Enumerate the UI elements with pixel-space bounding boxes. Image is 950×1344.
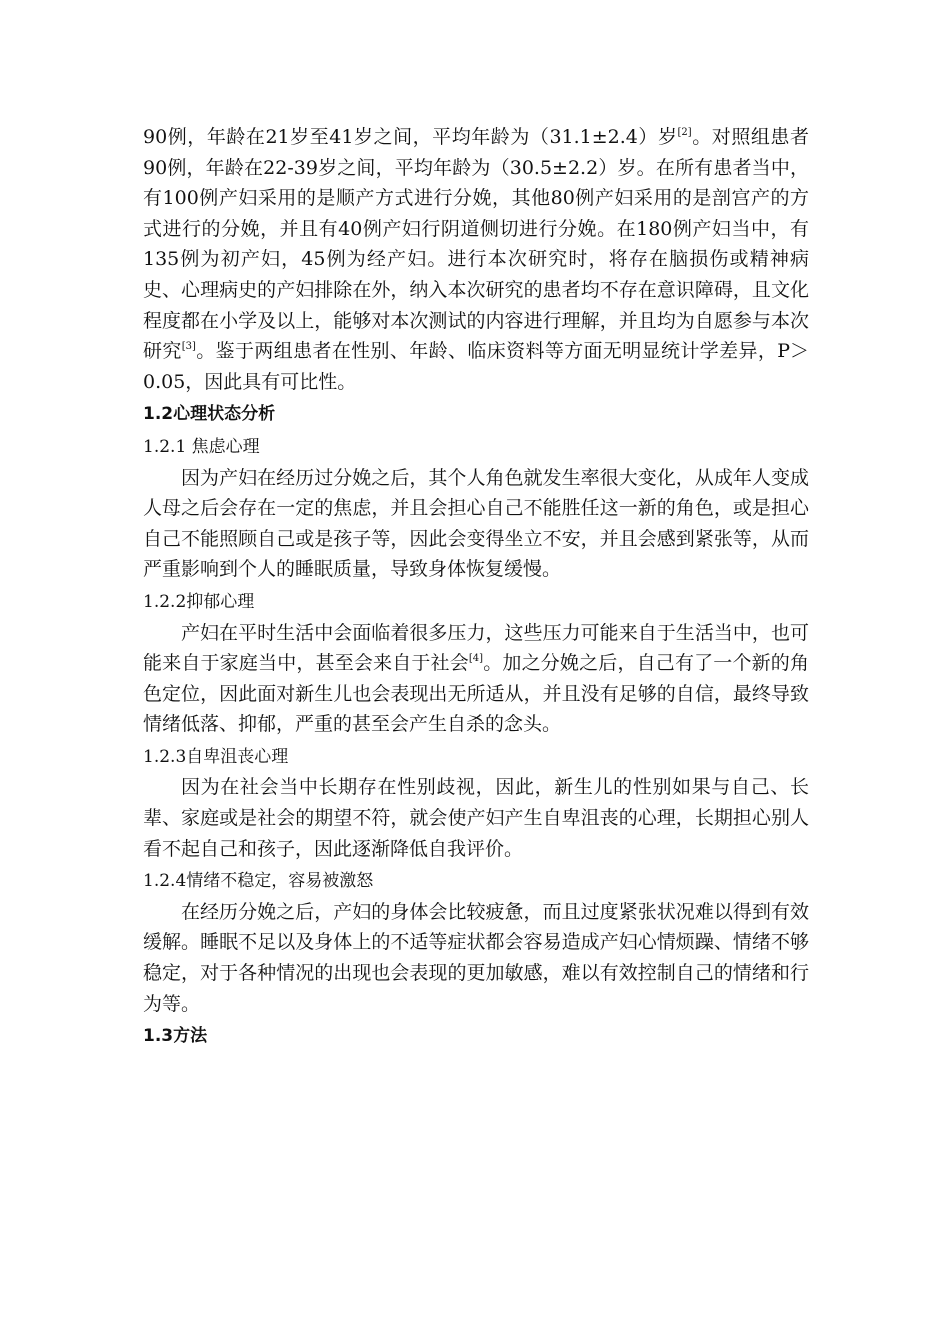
subsection-heading-1-2-2: 1.2.2抑郁心理 <box>143 591 255 612</box>
citation-ref: [4] <box>468 653 484 665</box>
body-paragraph-emotional-instability: 在经历分娩之后，产妇的身体会比较疲惫，而且过度紧张状况难以得到有效缓解。睡眠不足以及身体上的不适等症状都会容易造成产妇心情烦躁、情绪不够稳定，对于各种情况的出现也会表现的更加敏感，难以有效控制自己的情绪和行为等。 <box>143 900 809 1015</box>
paragraph-text: 90例，年龄在21岁至41岁之间，平均年龄为（31.1±2.4）岁 <box>143 126 678 148</box>
subsection-heading-1-2-3: 1.2.3自卑沮丧心理 <box>143 746 289 767</box>
body-paragraph-depression <box>143 618 809 740</box>
citation-ref: [3] <box>181 341 196 353</box>
citation-ref: [2] <box>677 127 692 138</box>
section-heading-1-2: 1.2心理状态分析 <box>143 404 276 425</box>
paragraph-text: 产妇在平时生活中会面临着很多压力，这些压力可能来自于生活当中，也可能来自于家庭当中，甚至会来自于社会 <box>143 621 809 675</box>
subsection-heading-1-2-1: 1.2.1 焦虑心理 <box>143 436 260 457</box>
document-page <box>143 122 809 1052</box>
subsection-heading-1-2-4: 1.2.4情绪不稳定，容易被激怒 <box>143 871 374 892</box>
paragraph-text: 。对照组患者90例，年龄在22-39岁之间，平均年龄为（30.5±2.2）岁。在所有患者当中，有100例产妇采用的是顺产方式进行分娩，其他80例产妇采用的是剖宫产的方式进行的分娩，并且有40例产妇行阴道侧切进行分娩。在180例产妇当中，有135例为初产妇，45例为经产妇。进行本次研究时，将存在脑损伤或精神病史、心理病史的产妇排除在外，纳入本次研究的患者均不存在意识障碍，且文化程度都在小学及以上，能够对本次测试的内容进行理解，并且均为自愿参与本次研究 <box>143 126 809 363</box>
body-paragraph-continued <box>143 122 809 397</box>
section-heading-1-3: 1.3方法 <box>143 1026 208 1047</box>
paragraph-text: 。鉴于两组患者在性别、年龄、临床资料等方面无明显统计学差异，P＞0.05，因此具有可比性。 <box>143 340 809 393</box>
body-paragraph-inferiority: 因为在社会当中长期存在性别歧视，因此，新生儿的性别如果与自己、长辈、家庭或是社会的期望不符，就会使产妇产生自卑沮丧的心理，长期担心别人看不起自己和孩子，因此逐渐降低自我评价。 <box>143 776 809 860</box>
paragraph-text: 。加之分娩之后，自己有了一个新的角色定位，因此面对新生儿也会表现出无所适从，并且没有足够的自信，最终导致情绪低落、抑郁，严重的甚至会产生自杀的念头。 <box>143 652 809 736</box>
body-paragraph-anxiety: 因为产妇在经历过分娩之后，其个人角色就发生率很大变化，从成年人变成人母之后会存在一定的焦虑，并且会担心自己不能胜任这一新的角色，或是担心自己不能照顾自己或是孩子等，因此会变得坐立不安，并且会感到紧张等，从而严重影响到个人的睡眠质量，导致身体恢复缓慢。 <box>143 466 809 581</box>
